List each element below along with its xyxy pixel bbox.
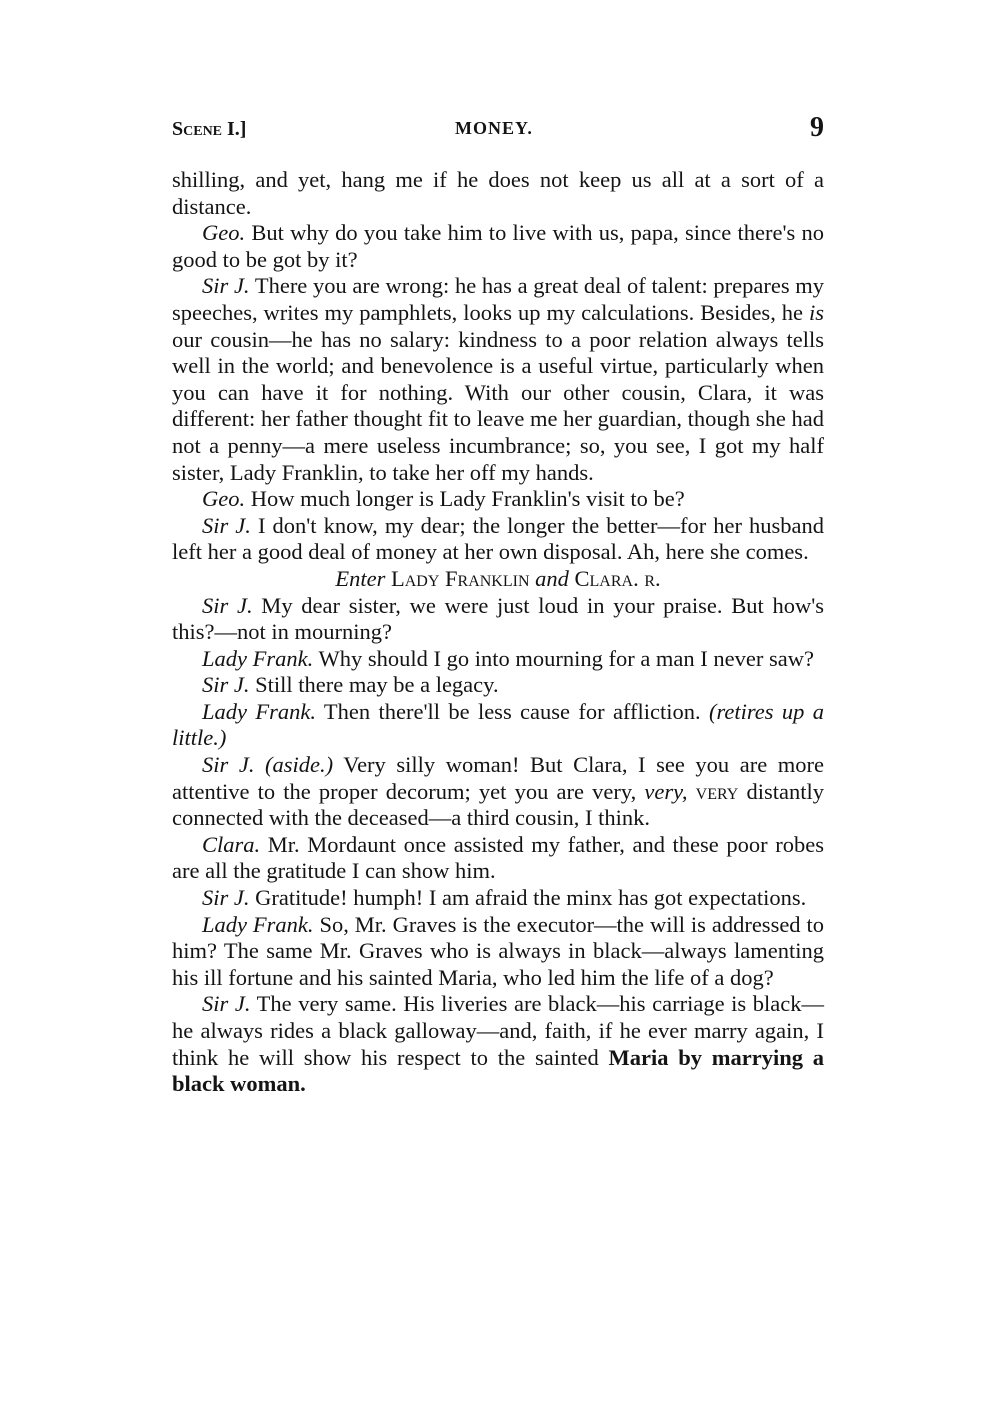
- play-text: [172, 167, 824, 1098]
- paragraph-continuation: shilling, and yet, hang me if he does not keep us all at a sort of a distance.: [172, 167, 824, 219]
- stage-direction: (aside.): [265, 752, 334, 778]
- speech-sir-j-1: Sir J. There you are wrong: he has a great deal of talent: prepares my speeches, writes my pamphlets, looks up my calculations. Besides, he is our cousin—he has no salary: kindness to a poor relation always tells well in the world; and benevolence is a useful virtue, particularly when you can have it for nothing. With our other cousin, Clara, it was different: her father thought fit to leave me her guardian, though she had not a penny—a mere useless incumbrance; so, you see, I got my half sister, Lady Franklin, to take her off my hands.: [172, 273, 825, 485]
- speech-geo-2: Geo. How much longer is Lady Franklin's visit to be?: [202, 486, 685, 512]
- running-title: MONEY.: [455, 118, 533, 138]
- speaker-name: Sir J.: [202, 672, 250, 698]
- speaker-name: Sir J.: [202, 592, 253, 618]
- speaker-name: Sir J.: [202, 991, 251, 1017]
- speech-lady-frank-2: Lady Frank. Then there'll be less cause for affliction. (retires up a little.): [172, 698, 824, 751]
- speaker-name: Lady Frank.: [202, 698, 316, 724]
- page-number: 9: [810, 112, 824, 143]
- stage-direction: (retires up a little.): [172, 698, 824, 751]
- speaker-name: Clara.: [202, 831, 261, 857]
- book-page: [172, 108, 824, 1098]
- speaker-name: Sir J.: [202, 512, 251, 538]
- speech-geo-1: Geo. But why do you take him to live with us, papa, since there's no good to be got by it?: [172, 220, 824, 272]
- speaker-name: Geo.: [202, 486, 246, 512]
- speaker-name: Sir J.: [202, 885, 250, 911]
- speech-sir-j-7: Sir J. The very same. His liveries are black—his carriage is black—he always rides a black galloway—and, faith, if he ever marry again, I think he will show his respect to the sainted Maria by marrying a black woman.: [172, 991, 825, 1097]
- speech-clara-1: Clara. Mr. Mordaunt once assisted my father, and these poor robes are all the gratitude I can show him.: [172, 831, 824, 884]
- speaker-name: Sir J.: [202, 273, 250, 299]
- speech-lady-frank-1: Lady Frank. Why should I go into mourning for a man I never saw?: [202, 645, 814, 671]
- speech-sir-j-2: Sir J. I don't know, my dear; the longer the better—for her husband left her a good deal of money at her own disposal. Ah, here she comes.: [172, 512, 824, 565]
- speech-sir-j-4: Sir J. Still there may be a legacy.: [202, 672, 499, 698]
- speech-sir-j-3: Sir J. My dear sister, we were just loud in your praise. But how's this?—not in mourning?: [172, 592, 824, 645]
- speaker-name: Lady Frank.: [202, 911, 314, 937]
- speaker-name: Lady Frank.: [202, 645, 314, 671]
- speaker-name: Geo.: [202, 220, 246, 246]
- stage-entrance: Enter Lady Franklin and Clara. r.: [335, 565, 661, 591]
- running-header: [172, 108, 824, 142]
- speech-lady-frank-3: Lady Frank. So, Mr. Graves is the executor—the will is addressed to him? The same Mr. Graves who is always in black—always lamenting his ill fortune and his sainted Maria, who led him the life of a dog?: [172, 911, 824, 990]
- scene-label: Scene I.]: [172, 118, 247, 140]
- speech-sir-j-6: Sir J. Gratitude! humph! I am afraid the minx has got expectations.: [202, 885, 807, 911]
- speech-sir-j-5: Sir J. (aside.) Very silly woman! But Clara, I see you are more attentive to the proper decorum; yet you are very, very, very distantly connected with the deceased—a third cousin, I think.: [172, 752, 825, 831]
- speaker-name: Sir J.: [202, 752, 255, 778]
